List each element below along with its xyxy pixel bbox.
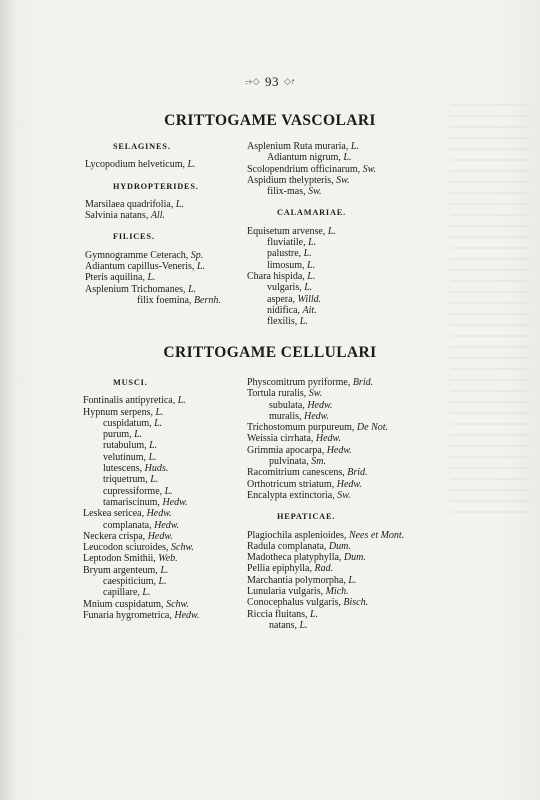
species-author: Sw. [362, 163, 377, 175]
species-author: Hedw. [307, 399, 333, 411]
species-name: Pteris aquilina, [85, 272, 145, 284]
species-name: Adiantum capillus-Veneris, [85, 261, 195, 273]
species-author: Hedw. [154, 519, 180, 531]
species-name: Madotheca platyphylla, [247, 552, 342, 564]
species-author: Bernh. [193, 294, 221, 306]
species-name: Encalypta extinctoria, [247, 489, 335, 501]
species-author: L. [164, 485, 173, 497]
species-author: L. [196, 261, 205, 273]
species-entry [85, 295, 221, 306]
species-author: L. [187, 159, 196, 171]
species-author: Brid. [352, 377, 374, 388]
species-name: fluviatile, [267, 237, 306, 249]
species-author: L. [308, 237, 317, 249]
species-entry [247, 422, 404, 433]
species-name: nidifica, [267, 304, 301, 316]
species-name: tamariscinum, [103, 496, 160, 508]
species-name: Orthotricum striatum, [247, 478, 335, 490]
species-entry [247, 609, 404, 620]
species-name: cuspidatum, [103, 417, 152, 429]
species-name: limosum, [267, 259, 305, 271]
species-name: Fontinalis antipyretica, [83, 395, 176, 407]
species-entry [247, 294, 376, 305]
species-author: L. [299, 316, 308, 328]
species-name: purum, [103, 429, 132, 441]
species-name: Salvinia natans, [85, 210, 149, 222]
species-name: Lycopodium helveticum, [85, 159, 185, 171]
species-name: Equisetum arvense, [247, 225, 326, 237]
species-author: L. [134, 429, 143, 441]
species-entry [247, 271, 376, 282]
species-name: Physcomitrum pyriforme, [247, 377, 351, 388]
species-author: L. [155, 406, 164, 418]
species-author: Hedw. [315, 433, 341, 445]
species-author: Mich. [325, 586, 349, 598]
vascolari-left-column [85, 141, 221, 306]
section-heading: HEPATICAE. [277, 512, 336, 522]
species-entry [83, 429, 199, 440]
species-author: Nees et Mont. [348, 529, 405, 541]
species-author: Sw. [308, 186, 322, 198]
species-entry [247, 305, 376, 316]
species-author: Ait. [302, 304, 317, 316]
species-entry [83, 474, 199, 485]
species-name: Funaria hygrometrica, [83, 609, 172, 621]
species-name: Hypnum serpens, [83, 406, 153, 418]
species-entry [247, 377, 404, 388]
species-author: Rad. [314, 563, 334, 575]
species-entry [83, 587, 199, 598]
species-entry [247, 186, 376, 197]
species-author: Sw. [336, 174, 350, 186]
cellulari-right-column [247, 377, 404, 631]
species-author: L. [307, 259, 316, 271]
species-name: Mnium cuspidatum, [83, 598, 164, 610]
species-entry [247, 226, 376, 237]
heading-vascolari: CRITTOGAME VASCOLARI [164, 112, 376, 129]
species-name: palustre, [267, 248, 302, 260]
species-entry [83, 553, 199, 564]
species-entry [83, 610, 199, 621]
species-entry [247, 586, 404, 597]
species-author: L. [327, 225, 336, 237]
species-entry [247, 141, 376, 152]
left-ornament-icon: ⭌◇ [244, 76, 261, 86]
species-entry [83, 407, 199, 418]
section-heading: CALAMARIAE. [277, 208, 346, 218]
species-author: L. [299, 619, 308, 631]
species-author: Sm. [311, 456, 326, 468]
species-author: Sw. [308, 388, 323, 400]
species-entry [247, 552, 404, 563]
species-entry [247, 445, 404, 456]
species-entry [85, 284, 221, 295]
species-name: vulgaris, [267, 282, 302, 294]
species-author: L. [175, 198, 184, 210]
species-author: Schw. [166, 598, 189, 610]
species-name: muralis, [269, 410, 302, 422]
species-name: rutabulum, [103, 440, 147, 452]
species-name: Tortula ruralis, [247, 388, 307, 400]
species-author: Schw. [171, 542, 194, 554]
species-author: L. [160, 564, 169, 576]
species-entry [247, 316, 376, 327]
species-author: All. [150, 210, 165, 222]
species-entry [85, 159, 221, 170]
species-name: Leskea sericea, [83, 508, 145, 520]
species-author: Hedw. [146, 508, 172, 520]
section-heading: MUSCI. [113, 378, 148, 387]
species-name: Gymnogramme Ceterach, [85, 249, 189, 261]
species-entry [83, 542, 199, 553]
species-name: Scolopendrium officinarum, [247, 163, 361, 175]
species-entry [247, 563, 404, 574]
species-name: lutescens, [103, 463, 143, 475]
species-entry [83, 531, 199, 542]
species-entry [83, 486, 199, 497]
species-entry [247, 175, 376, 186]
species-name: Leucodon sciuroides, [83, 542, 169, 554]
species-author: Hedw. [336, 478, 362, 490]
species-entry [247, 620, 404, 631]
species-entry [247, 237, 376, 248]
species-entry [247, 597, 404, 608]
species-author: L. [188, 283, 197, 295]
species-author: L. [147, 272, 156, 284]
species-author: Hedw. [174, 609, 200, 621]
species-author: L. [350, 141, 359, 152]
species-entry [247, 490, 404, 501]
species-name: aspera, [267, 293, 296, 305]
cellulari-left-column [83, 377, 199, 621]
species-name: Chara hispida, [247, 270, 305, 282]
species-entry [83, 395, 199, 406]
species-author: Bisch. [343, 597, 369, 609]
species-entry [85, 210, 221, 221]
species-entry [83, 452, 199, 463]
species-author: L. [177, 395, 186, 407]
species-entry [247, 400, 404, 411]
species-name: Marchantia polymorpha, [247, 574, 346, 586]
species-name: filix foemina, [137, 294, 192, 306]
section-heading: SELAGINES. [113, 142, 171, 151]
species-entry [83, 463, 199, 474]
species-entry [247, 456, 404, 467]
species-name: Leptodon Smithii, [83, 553, 156, 565]
species-entry [83, 418, 199, 429]
species-name: pulvinata, [269, 456, 309, 468]
species-name: Plagiochila asplenioides, [247, 529, 347, 541]
species-author: L. [343, 152, 352, 164]
species-author: L. [158, 576, 167, 588]
species-name: Adiantum nigrum, [267, 152, 341, 164]
species-author: L. [142, 587, 151, 599]
vascolari-right-column [247, 141, 376, 327]
species-author: Willd. [297, 293, 322, 305]
species-author: Huds. [144, 463, 169, 475]
species-author: Hedw. [162, 496, 188, 508]
species-name: cupressiforme, [103, 485, 163, 497]
species-author: L. [310, 608, 319, 620]
species-entry [85, 199, 221, 210]
species-author: L. [303, 248, 312, 260]
species-entry [83, 440, 199, 451]
species-author: L. [348, 574, 357, 586]
species-entry [247, 388, 404, 399]
species-author: Hedw. [326, 444, 352, 456]
species-entry [85, 250, 221, 261]
species-author: Sw. [337, 489, 351, 501]
species-name: Neckera crispa, [83, 530, 146, 542]
species-author: Hedw. [147, 530, 173, 542]
species-entry [85, 261, 221, 272]
right-ornament-icon: ◇⭎ [284, 76, 296, 86]
species-name: capillare, [103, 587, 140, 599]
species-name: Lunularia vulgaris, [247, 586, 324, 598]
species-name: Racomitrium canescens, [247, 467, 345, 479]
species-name: Asplenium Ruta muraria, [247, 141, 349, 152]
species-entry [83, 520, 199, 531]
species-author: L. [150, 474, 159, 486]
species-entry [247, 467, 404, 478]
species-entry [247, 248, 376, 259]
species-name: Bryum argenteum, [83, 564, 158, 576]
species-entry [247, 152, 376, 163]
species-author: Hedw. [304, 410, 330, 422]
species-name: Asplenium Trichomanes, [85, 283, 186, 295]
species-entry [247, 411, 404, 422]
species-name: Weissia cirrhata, [247, 433, 314, 445]
species-entry [85, 272, 221, 283]
species-author: L. [154, 417, 163, 429]
species-author: De Not. [356, 422, 389, 434]
species-entry [247, 479, 404, 490]
species-name: Trichostomum purpureum, [247, 422, 355, 434]
species-author: L. [307, 270, 316, 282]
species-name: Marsilaea quadrifolia, [85, 198, 174, 210]
species-name: complanata, [103, 519, 152, 531]
species-name: Aspidium thelypteris, [247, 174, 334, 186]
species-name: Radula complanata, [247, 540, 327, 552]
species-entry [83, 599, 199, 610]
species-author: Dum. [343, 552, 366, 564]
species-author: L. [148, 451, 157, 463]
section-heading: FILICES. [113, 232, 155, 242]
show-through [450, 95, 530, 515]
species-entry [83, 565, 199, 576]
species-entry [247, 433, 404, 444]
species-author: Sp. [190, 249, 204, 261]
species-name: triquetrum, [103, 474, 148, 486]
species-name: subulata, [269, 399, 305, 411]
species-name: filix-mas, [267, 186, 306, 198]
section-heading: HYDROPTERIDES. [113, 181, 199, 191]
species-author: Brid. [347, 467, 368, 479]
species-name: Riccia fluitans, [247, 608, 308, 620]
species-author: L. [149, 440, 158, 452]
species-entry [83, 508, 199, 519]
species-author: L. [304, 282, 313, 294]
species-entry [247, 260, 376, 271]
species-entry [247, 530, 404, 541]
species-entry [247, 575, 404, 586]
species-entry [83, 576, 199, 587]
species-name: velutinum, [103, 451, 147, 463]
page-number: ⭌◇ 93 ◇⭎ [244, 74, 296, 89]
species-author: Web. [158, 553, 178, 565]
species-entry [247, 541, 404, 552]
species-name: flexilis, [267, 316, 298, 328]
species-author: Dum. [328, 540, 351, 552]
species-name: natans, [269, 619, 298, 631]
species-entry [247, 164, 376, 175]
species-name: Grimmia apocarpa, [247, 444, 325, 456]
species-name: caespiticium, [103, 576, 157, 588]
heading-cellulari: CRITTOGAME CELLULARI [163, 344, 377, 361]
species-entry [247, 282, 376, 293]
species-name: Conocephalus vulgaris, [247, 597, 341, 609]
species-name: Pellia epiphylla, [247, 563, 312, 575]
species-entry [83, 497, 199, 508]
